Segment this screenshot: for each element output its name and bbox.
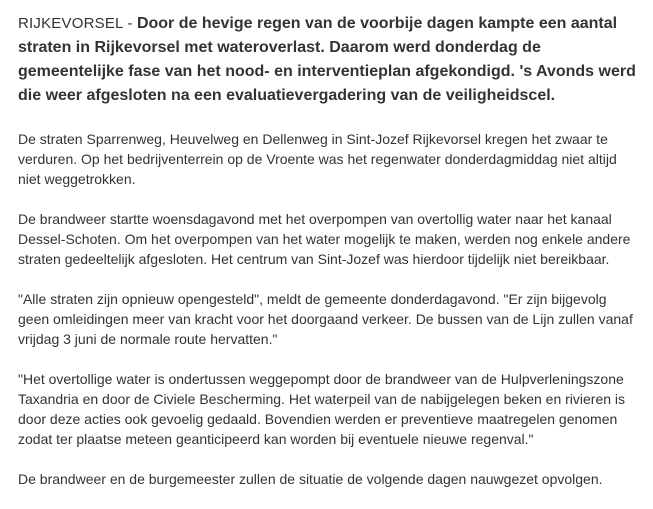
article-paragraph-3: "Alle straten zijn opnieuw opengesteld", meldt de gemeente donderdagavond. "Er zijn bijgevolg geen omleidingen meer van kracht voor het doorgaand verkeer. De bussen van de Lijn zullen vanaf vrijdag 3 juni de normale route hervatten." bbox=[18, 291, 633, 347]
lead-text: Door de hevige regen van de voorbije dagen kampte een aantal straten in Rijkevorsel met wateroverlast. Daarom werd donderdag de gemeentelijke fase van het nood- en interventieplan afgekondigd. 's Avonds werd die weer afgesloten na een evaluatievergadering van de veiligheidscel. bbox=[18, 15, 636, 104]
dateline: RIJKEVORSEL bbox=[18, 15, 124, 32]
article-paragraph-5: De brandweer en de burgemeester zullen de situatie de volgende dagen nauwgezet opvolgen. bbox=[18, 471, 603, 487]
article-paragraph-1: De straten Sparrenweg, Heuvelweg en Dellenweg in Sint-Jozef Rijkevorsel kregen het zwaar te verduren. Op het bedrijventerrein op de Vroente was het regenwater donderdagmiddag niet altijd niet weggetrokken. bbox=[18, 131, 617, 187]
article-paragraph-4: "Het overtollige water is ondertussen weggepompt door de brandweer van de Hulpverleningszone Taxandria en door de Civiele Bescherming. Het waterpeil van de nabijgelegen beken en rivieren is door deze acties ook gevoelig gedaald. Bovendien werden er preventieve maatregelen genomen zodat ter plaatse meteen geanticipeerd kan worden bij eventuele nieuwe regenval." bbox=[18, 371, 626, 447]
article-paragraph-2: De brandweer startte woensdagavond met het overpompen van overtollig water naar het kanaal Dessel-Schoten. Om het overpompen van het water mogelijk te maken, werden nog enkele andere straten gedeeltelijk afgesloten. Het centrum van Sint-Jozef was hierdoor tijdelijk niet bereikbaar. bbox=[18, 211, 631, 267]
article-lead bbox=[18, 12, 639, 108]
dateline-separator: - bbox=[123, 15, 137, 32]
